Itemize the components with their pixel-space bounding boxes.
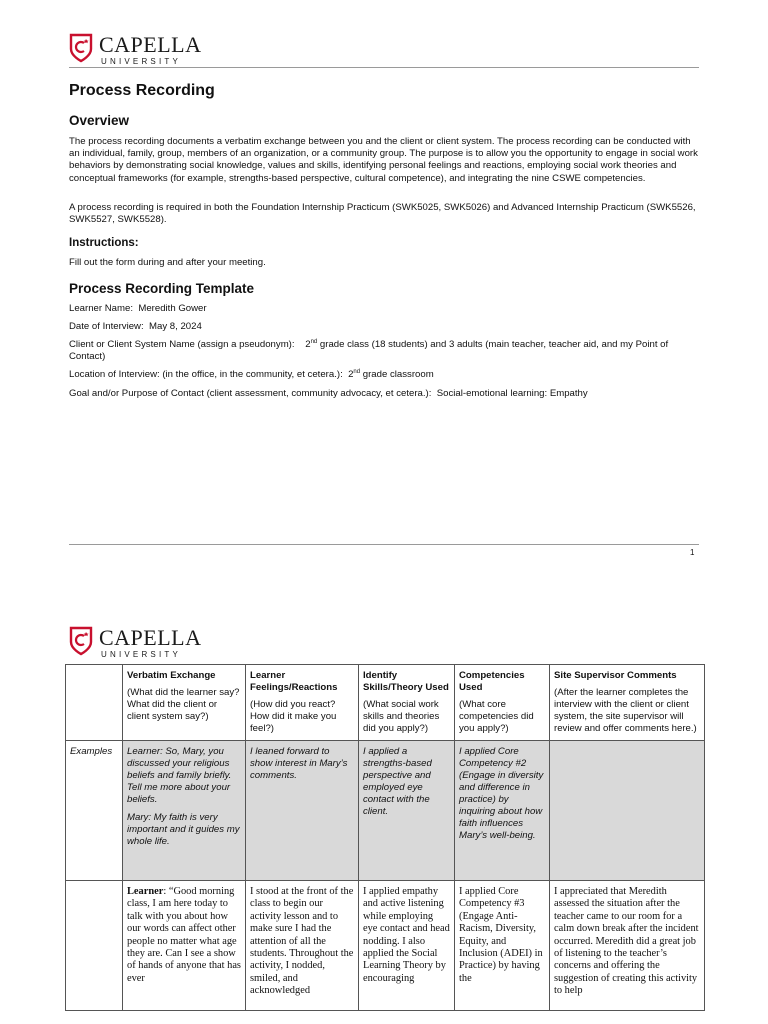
header-supervisor: [550, 665, 705, 741]
header-title: Verbatim Exchange: [127, 670, 216, 681]
brand-name: CAPELLA: [99, 625, 202, 650]
row1-label-cell: [66, 881, 123, 1011]
instructions-heading: Instructions:: [69, 237, 139, 249]
header-divider: [69, 67, 699, 68]
location-grade-suffix: nd: [353, 368, 361, 375]
table-row-1: [66, 881, 705, 1011]
header-desc: (How did you react? How did it make you feel?): [250, 699, 337, 734]
header-competencies: [455, 665, 550, 741]
goal-label: Goal and/or Purpose of Contact (client assessment, community advocacy, et cetera.):: [69, 388, 432, 399]
learner-name-line: [69, 303, 701, 315]
header-desc: (After the learner completes the interview with the client or client system, the site supervisor will review and offer comments here.): [554, 687, 697, 734]
location-line: [69, 369, 701, 381]
header-title: Learner Feelings/Reactions: [250, 670, 338, 693]
header-title: Identify Skills/Theory Used: [363, 670, 449, 693]
overview-heading: Overview: [69, 113, 130, 128]
brand-sub: UNIVERSITY: [101, 650, 182, 659]
header-feelings: [246, 665, 359, 741]
header-desc: (What social work skills and theories did you apply?): [363, 699, 440, 734]
page-number: 1: [690, 548, 695, 557]
learner-name-label: Learner Name:: [69, 303, 133, 314]
learner-name-value: Meredith Gower: [138, 303, 207, 314]
example-competencies: I applied Core Competency #2 (Engage in diversity and difference in practice) by inquiring about how faith influences Mary’s well-being.: [455, 741, 550, 881]
location-label: Location of Interview: (in the office, in the community, et cetera.):: [69, 369, 343, 380]
instructions-text: Fill out the form during and after your meeting.: [69, 257, 266, 268]
header-title: Site Supervisor Comments: [554, 670, 677, 681]
capella-logo: [69, 33, 202, 67]
goal-line: [69, 388, 701, 400]
header-empty-cell: [66, 665, 123, 741]
example-feelings: I leaned forward to show interest in Mary’s comments.: [246, 741, 359, 881]
row1-supervisor: I appreciated that Meredith assessed the situation after the teacher came to our room for a calm down break after the incident occurred. Meredith did a great job of listening to the teacher’s concerns and offering the suggestion of creating this activity to help: [550, 881, 705, 1011]
table-header-row: [66, 665, 705, 741]
row1-competencies: I applied Core Competency #3 (Engage Anti-Racism, Diversity, Equity, and Inclusion (ADEI) in Practice) by having the: [455, 881, 550, 1011]
capella-shield-icon: [69, 626, 93, 656]
row1-verbatim-text: : “Good morning class, I am here today to talk with you about how our words can affect other people no matter what age they are. Can I see a show of hands of anyone that has ever: [127, 886, 241, 984]
date-line: [69, 321, 701, 333]
row1-verbatim: [123, 881, 246, 1011]
example-skills: I applied a strengths-based perspective and employed eye contact with the client.: [359, 741, 455, 881]
example-verbatim-learner: Learner: So, Mary, you discussed your religious beliefs and family briefly. Tell me more about your beliefs.: [127, 746, 232, 805]
location-value: grade classroom: [360, 369, 434, 380]
capella-logo: [69, 626, 202, 660]
client-line: [69, 339, 701, 363]
page-title: Process Recording: [69, 82, 215, 99]
client-value: grade class (18 students) and 3 adults (main teacher, teacher aid, and my Point of Contact): [69, 339, 669, 363]
location-grade-number: 2: [348, 369, 354, 380]
example-verbatim-mary: Mary: My faith is very important and it guides my whole life.: [127, 812, 240, 847]
examples-label: Examples: [66, 741, 123, 881]
brand-name: CAPELLA: [99, 32, 202, 57]
row1-skills: I applied empathy and active listening while employing eye contact and head nodding. I also applied the Social Learning Theory by encouraging: [359, 881, 455, 1011]
header-title: Competencies Used: [459, 670, 525, 693]
header-skills: [359, 665, 455, 741]
date-value: May 8, 2024: [149, 321, 202, 332]
header-desc: (What core competencies did you apply?): [459, 699, 534, 734]
date-label: Date of Interview:: [69, 321, 144, 332]
client-grade-number: 2: [305, 339, 311, 350]
process-recording-table: [65, 664, 705, 1011]
example-supervisor: [550, 741, 705, 881]
capella-shield-icon: [69, 33, 93, 63]
template-heading: Process Recording Template: [69, 281, 255, 296]
brand-sub: UNIVERSITY: [101, 57, 182, 66]
header-desc: (What did the learner say? What did the client or client system say?): [127, 687, 240, 722]
client-label: Client or Client System Name (assign a pseudonym):: [69, 339, 295, 350]
header-verbatim: [123, 665, 246, 741]
example-verbatim: [123, 741, 246, 881]
table-row-examples: [66, 741, 705, 881]
client-grade-suffix: nd: [310, 338, 318, 345]
page-2: [0, 580, 768, 1024]
overview-paragraph-1: The process recording documents a verbatim exchange between you and the client or client system. The process recording can be conducted with an individual, family, group, members of an organization, or a community group. The purpose is to allow you the opportunity to engage in social work behaviors by demonstrating social knowledge, values and skills, identifying personal feelings and reactions, employing social work theories and conceptual frameworks (for example, strengths-based perspective, cultural competence), and integrating the nine CSWE competencies.: [69, 136, 698, 184]
row1-feelings: I stood at the front of the class to begin our activity lesson and to make sure I had the attention of all the students. Throughout the activity, I nodded, smiled, and acknowledged: [246, 881, 359, 1011]
row1-speaker: Learner: [127, 886, 164, 897]
goal-value: Social-emotional learning: Empathy: [436, 388, 588, 399]
overview-paragraph-2: A process recording is required in both the Foundation Internship Practicum (SWK5025, SWK5026) and Advanced Internship Practicum (SWK5526, SWK5527, SWK5528).: [69, 202, 696, 226]
footer-divider: [69, 544, 699, 545]
